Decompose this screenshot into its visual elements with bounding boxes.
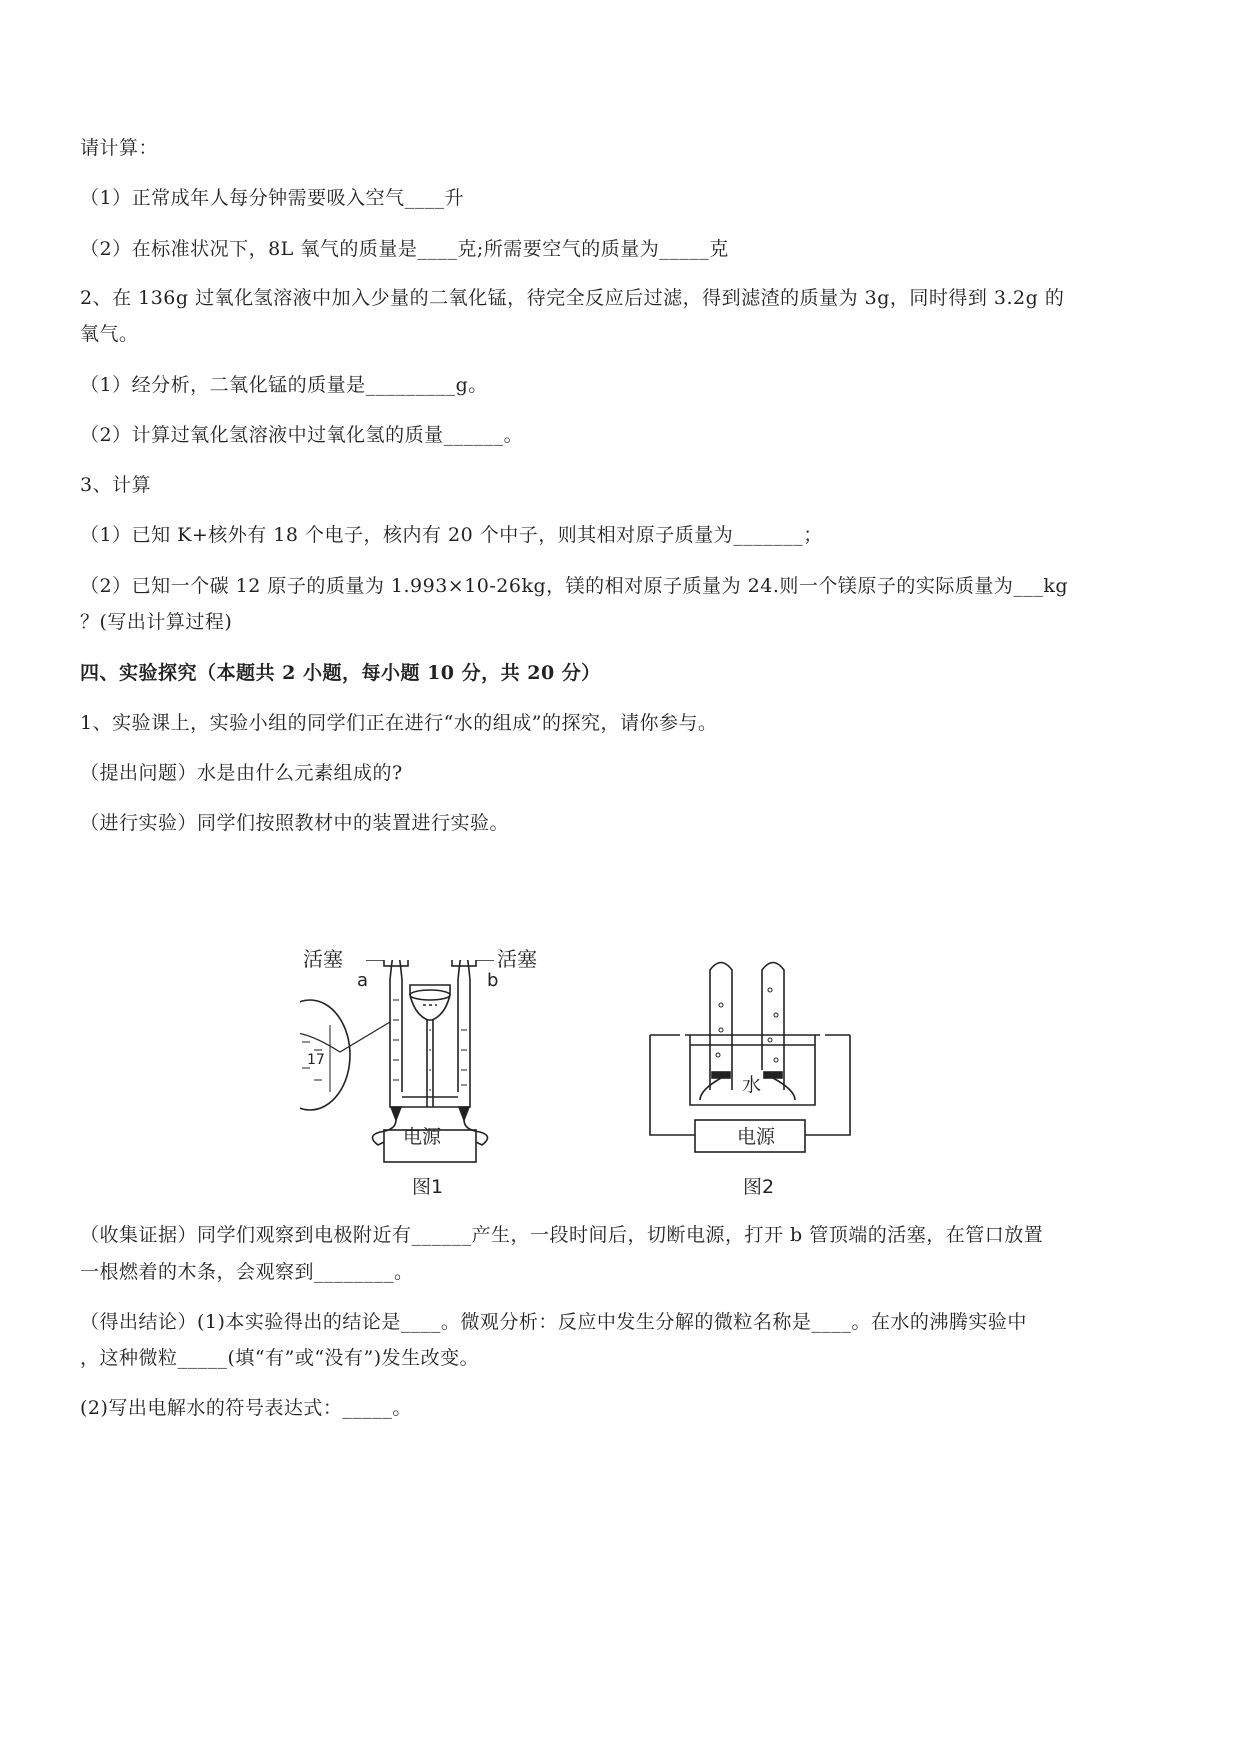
power-supply-label: 电源 (737, 1126, 776, 1148)
power-supply-label: 电源 (403, 1126, 442, 1148)
text-line: （进行实验）同学们按照教材中的装置进行实验。 (80, 812, 510, 834)
stopcock-right-label: 活塞 (497, 947, 537, 971)
tube-b-label: b (487, 970, 499, 991)
text-line: （提出问题）水是由什么元素组成的? (80, 762, 403, 784)
figure-1-caption: 图1 (412, 1176, 444, 1198)
tube-a-label: a (357, 970, 369, 991)
scale-reading-label: 17 (307, 1052, 325, 1068)
text-line: 请计算： (80, 137, 159, 159)
text-line: （2）在标准状况下，8L 氧气的质量是____克;所需要空气的质量为_____克 (80, 238, 729, 260)
text-line: （1）已知 K+核外有 18 个电子，核内有 20 个中子，则其相对原子质量为_______； (80, 524, 823, 546)
text-line: 1、实验课上，实验小组的同学们正在进行“水的组成”的探究，请你参与。 (80, 712, 718, 734)
text-line: （得出结论）(1)本实验得出的结论是____。微观分析：反应中发生分解的微粒名称是____。在水的沸腾实验中 (80, 1311, 1027, 1333)
text-line: （2）计算过氧化氢溶液中过氧化氢的质量______。 (80, 424, 524, 446)
text-line: 一根燃着的木条，会观察到________。 (80, 1261, 414, 1283)
water-label: 水 (740, 1070, 763, 1097)
text-line: 3、计算 (80, 474, 152, 496)
text-line: （1）正常成年人每分钟需要吸入空气____升 (80, 187, 465, 209)
hoffman-apparatus (300, 960, 494, 1162)
text-line: （收集证据）同学们观察到电极附近有______产生，一段时间后，切断电源，打开 b 管顶端的活塞，在管口放置 (80, 1224, 1044, 1246)
text-line: ，这种微粒_____(填“有”或“没有”)发生改变。 (80, 1347, 480, 1369)
stopcock-left-label: 活塞 (303, 947, 343, 971)
text-line: （1）经分析，二氧化锰的质量是_________g。 (80, 374, 488, 396)
electrolysis-figure (300, 960, 960, 1350)
text-line: ？(写出计算过程) (80, 611, 233, 633)
text-line: （2）已知一个碳 12 原子的质量为 1.993×10-26kg，镁的相对原子质量为 24.则一个镁原子的实际质量为___kg (80, 575, 1069, 597)
text-line: 氧气。 (80, 323, 139, 345)
section-heading: 四、实验探究（本题共 2 小题，每小题 10 分，共 20 分） (80, 662, 601, 684)
figure-2-caption: 图2 (743, 1176, 775, 1198)
text-line: 2、在 136g 过氧化氢溶液中加入少量的二氧化锰，待完全反应后过滤，得到滤渣的质量为 3g，同时得到 3.2g 的 (80, 287, 1065, 309)
text-line: (2)写出电解水的符号表达式：_____。 (80, 1397, 412, 1419)
